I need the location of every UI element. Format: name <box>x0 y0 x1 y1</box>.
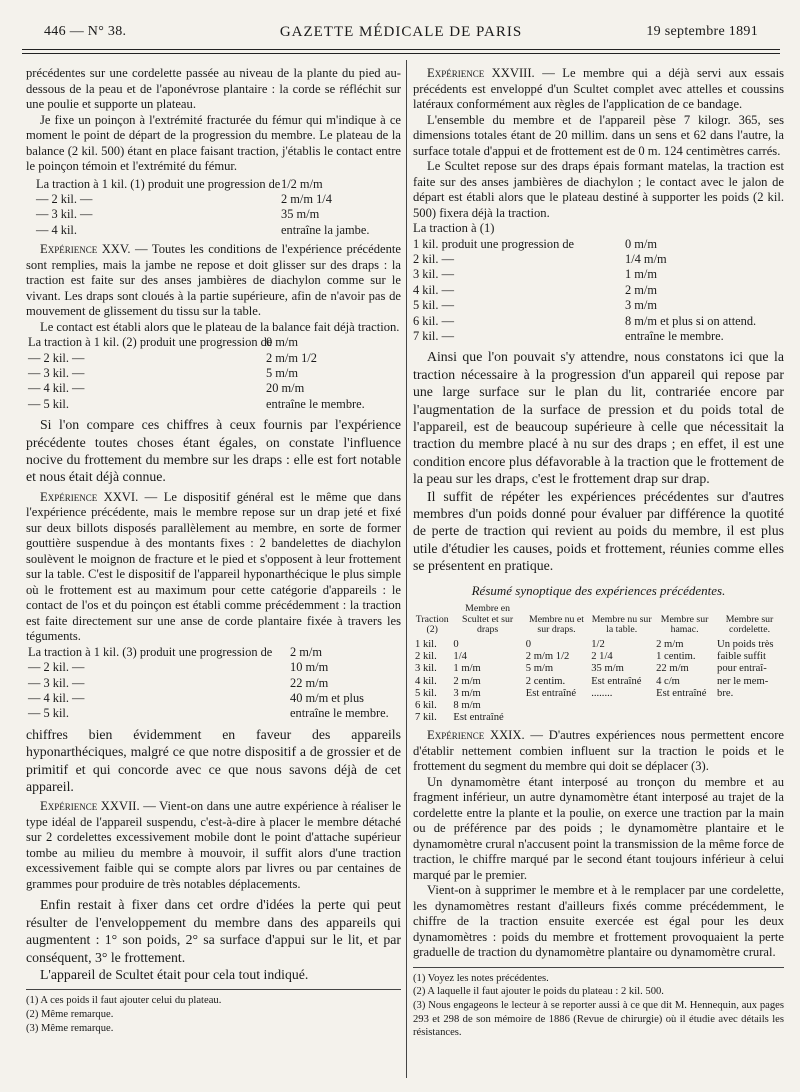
traction-result: 5 m/m <box>266 365 299 380</box>
synopsis-title: Résumé synoptique des expériences précédentes. <box>471 582 726 598</box>
traction-row <box>36 192 401 207</box>
experiment-label: Expérience XXVIII. <box>427 66 535 80</box>
paragraph: Un dynamomètre étant interposé au tronçon du membre et au fragment inférieur, un autre dynamomètre étant interposé au trajet de la cordelette entre la plante et la poulie, on exerce une traction par la main ou de préférence par des poids ; le dynamomètre plantaire et le dynamomètre crural n'accusent point la transmission de la même force de traction, le chiffre marqué par le second étant toujours inférieur à celui marqué par le premier. <box>413 774 784 882</box>
table-cell <box>715 700 784 712</box>
table-cell: ........ <box>591 687 613 699</box>
traction-row <box>413 252 784 267</box>
traction-result: entraîne le membre. <box>290 706 389 721</box>
table-cell: 2 1/4 <box>591 651 613 663</box>
traction-result: 1/4 m/m <box>625 251 667 266</box>
paragraph: Vient-on à supprimer le membre et à le remplacer par une cordelette, les dynamomètres restant d'ailleurs fixés comme précédemment, le chiffre de la traction ensuite exercée est égal pour les deux dynamomètres : poids du membre et frottement provoquaient la perte graduelle de traction du dynamomètre plantaire ou dynamomètre crural. <box>413 883 784 960</box>
traction-result: 40 m/m et plus <box>290 691 364 705</box>
experiment-text: — Toutes les conditions de l'expérience précédente sont remplies, mais la jambe ne repose et doit glisser sur des draps : la traction est faite sur des anses jambières de diachylon comme sur le vivant. Les draps sont cloués à la partie supérieure, afin de n'avoir pas de mouvement de glissement du tissu sur la table. <box>26 242 401 319</box>
table-cell: bre. <box>717 687 734 699</box>
traction-load: 1 kil. produit une progression de <box>413 236 575 251</box>
paragraph: chiffres bien évidemment en faveur des appareils hyponarthéciques, malgré ce que notre dispositif a de grossier et de primitif et qui concorde avec ce que nous savons déjà de cet appareil. <box>26 726 401 795</box>
traction-result: 22 m/m <box>290 675 329 690</box>
table-cell: 0 <box>453 638 459 650</box>
table-row <box>413 651 784 663</box>
table-cell: 2 centim. <box>525 675 566 687</box>
footnote: (1) Voyez les notes précédentes. <box>413 972 549 984</box>
traction-row <box>36 207 401 222</box>
traction-row <box>413 298 784 313</box>
traction-table-4 <box>413 237 784 345</box>
traction-row <box>28 397 401 412</box>
table-cell: Un poids très <box>717 638 774 650</box>
traction-row <box>36 223 401 238</box>
table-cell: Est entraîné <box>591 675 642 687</box>
paragraph: Le Scultet repose sur des draps épais formant matelas, la traction est faite sur des anses jambières de diachylon ; le contact avec le jalon de départ est établi alors que le plateau destiné à supporter les poids (2 kil. 500) fixera déjà la traction. <box>413 159 784 220</box>
table-cell: 1 kil. <box>415 638 437 650</box>
paragraph: précédentes sur une cordelette passée au niveau de la plante du pied au-dessous de la peau et de l'aponévrose plantaire : la corde se réfléchit sur une poulie et supporte un plateau. <box>26 66 401 111</box>
table-cell: faible suffit <box>717 651 766 663</box>
column-separator <box>406 60 407 1078</box>
synopsis-header: Membre sur hamac. <box>660 613 709 636</box>
table-cell: pour entraî- <box>717 663 767 675</box>
table-cell: 1 centim. <box>656 651 696 663</box>
left-column <box>26 66 401 1084</box>
footnote-rule <box>26 989 401 990</box>
experiment-text: — D'autres expériences nous permettent encore d'établir nettement combien influent sur la traction le poids et le frottement du segment du membre qui doit se déplacer (3). <box>413 728 784 774</box>
traction-row <box>413 237 784 252</box>
right-column <box>413 66 784 1084</box>
paragraph: Il suffit de répéter les expériences précédentes sur d'autres membres d'un poids donné pour évaluer par différence la quotité de perte de traction qui revient au poids du membre, il est plus utile d'étudier les causes, poids et frottement, réunies comme elles se présentent en pratique. <box>413 488 784 574</box>
experiment-29 <box>413 728 784 775</box>
synopsis-header: Membre en Scultet et sur draps <box>462 603 514 636</box>
table-cell: 2 kil. <box>415 651 437 663</box>
table-row <box>413 639 784 651</box>
synopsis-header: Membre nu sur la table. <box>591 613 652 636</box>
traction-result: 2 m/m 1/4 <box>281 191 332 206</box>
table-cell: 1 m/m <box>453 663 481 675</box>
traction-load: — 4 kil. <box>36 222 77 237</box>
paragraph: Le contact est établi alors que le plateau de la balance fait déjà traction. <box>40 319 400 334</box>
traction-result: entraîne le membre. <box>625 328 724 343</box>
paragraph: Je fixe un poinçon à l'extrémité fracturée du fémur qui m'indique à ce moment le point de départ de la progression du membre. Le plateau de la balance (2 kil. 500) étant en place faisant traction, j'établis le contact entre le poinçon témoin et l'extrémité du fémur. <box>26 112 401 173</box>
traction-row <box>28 645 401 660</box>
table-cell: 7 kil. <box>415 712 437 724</box>
table-cell: 1/2 <box>591 638 605 650</box>
table-row <box>413 712 784 724</box>
table-cell <box>524 712 589 724</box>
table-cell: Est entraîné <box>656 687 707 699</box>
traction-result: 2 m/m <box>625 282 658 297</box>
traction-result: 20 m/m <box>266 381 305 396</box>
traction-result: 1 m/m <box>625 267 658 282</box>
traction-result: 8 m/m et plus si on attend. <box>625 313 757 328</box>
paragraph: Ainsi que l'on pouvait s'y attendre, nous constatons ici que la traction nécessaire à la progression d'un appareil qui repose par une large surface sur le plan du lit, contrariée encore par l'augmentation de la surface de pression et du poids total de l'appareil, est de beaucoup supérieure à celle que nécessitait la traction du membre placé à nu sur des draps ; en effet, il est une condition encore plus défavorable à la traction que le frottement de la peau sur les draps, c'est le frottement drap sur drap. <box>413 349 784 487</box>
table-cell: 1/4 <box>453 651 467 663</box>
traction-load: — 3 kil. — <box>36 207 93 222</box>
traction-load: 6 kil. — <box>413 313 454 328</box>
traction-load: 4 kil. — <box>413 282 454 297</box>
traction-load: La traction à 1 kil. (1) produit une progression de <box>36 176 281 191</box>
table-cell <box>589 712 654 724</box>
table-cell: 35 m/m <box>591 663 624 675</box>
traction-load: 2 kil. — <box>413 251 454 266</box>
table-cell <box>589 700 654 712</box>
traction-result: 3 m/m <box>625 298 658 313</box>
traction-load: — 3 kil. — <box>28 675 85 690</box>
traction-result: 35 m/m <box>281 207 320 222</box>
experiment-25 <box>26 242 401 320</box>
traction-result: 0 m/m <box>266 335 299 350</box>
traction-result: 0 m/m <box>625 236 658 251</box>
traction-row <box>413 267 784 282</box>
traction-result: entraîne la jambe. <box>281 222 370 237</box>
traction-load: La traction à 1 kil. (3) produit une progression de <box>28 644 273 659</box>
traction-load: — 2 kil. — <box>28 660 85 675</box>
traction-result: 1/2 m/m <box>281 176 323 191</box>
footnote: (3) Nous engageons le lecteur à se reporter aussi à ce que dit M. Hennequin, aux pages 293 et 298 de son mémoire de 1886 (Revue de chirurgie) où il étudie avec détails les résistances. <box>413 1000 784 1039</box>
traction-row <box>413 329 784 344</box>
table-row <box>413 663 784 675</box>
footnote: (1) A ces poids il faut ajouter celui du plateau. <box>26 995 222 1007</box>
table-cell: 3 kil. <box>415 663 437 675</box>
traction-load: — 4 kil. — <box>28 381 85 396</box>
table-cell: Est entraîné <box>453 712 504 724</box>
traction-result: 2 m/m 1/2 <box>266 350 317 365</box>
table-cell: 2 m/m <box>453 675 481 687</box>
experiment-27 <box>26 799 401 892</box>
experiment-label: Expérience XXV. <box>40 242 131 257</box>
traction-row <box>413 283 784 298</box>
traction-row <box>28 381 401 396</box>
issue-date: 19 septembre 1891 <box>646 24 758 39</box>
traction-row <box>28 366 401 381</box>
traction-table-1 <box>26 177 401 239</box>
table-row <box>413 676 784 688</box>
traction-row <box>28 351 401 366</box>
table-cell: 2 m/m <box>656 638 684 650</box>
synopsis-table <box>413 604 784 724</box>
traction-load: 5 kil. — <box>413 298 454 313</box>
table-cell: 4 c/m <box>656 675 680 687</box>
synopsis-header: Membre sur cordelette. <box>725 613 774 636</box>
table-cell: 6 kil. <box>415 699 437 711</box>
traction-load: — 4 kil. — <box>28 691 85 705</box>
traction-table-2 <box>26 335 401 412</box>
table-cell <box>654 700 715 712</box>
traction-row <box>28 691 401 706</box>
traction-row <box>28 660 401 675</box>
footnote: (2) Même remarque. <box>26 1009 114 1021</box>
synopsis-header: Membre nu et sur draps. <box>528 613 584 636</box>
synopsis-header-row <box>413 604 784 639</box>
page-header <box>44 24 758 46</box>
table-cell: Est entraîné <box>525 687 577 699</box>
header-rule-double <box>22 53 780 54</box>
traction-table-3 <box>26 645 401 722</box>
journal-title: GAZETTE MÉDICALE DE PARIS <box>279 24 523 40</box>
synopsis-header: Traction (2) <box>415 613 449 636</box>
table-cell: 2 m/m 1/2 <box>525 651 570 663</box>
traction-intro: La traction à (1) <box>413 221 495 235</box>
traction-row <box>36 177 401 192</box>
footnote-rule <box>413 967 784 968</box>
table-row <box>413 688 784 700</box>
table-row <box>413 700 784 712</box>
traction-load: — 5 kil. <box>28 706 69 721</box>
table-cell <box>524 700 589 712</box>
traction-result: 2 m/m <box>290 644 323 659</box>
traction-row <box>413 314 784 329</box>
traction-load: — 5 kil. <box>28 396 69 411</box>
table-cell: 3 m/m <box>453 687 481 699</box>
experiment-text: — Le dispositif général est le même que dans l'expérience précédente, mais le membre repose sur un drap jeté et fixé sur deux billots disposés parallèlement au membre, en sorte de former gouttière suspendue à des montants fixes : 2 bandelettes de diachylon soulèvent le moignon de fracture et le pied et s'opposent à leur frottement sur la table. C'est le dispositif de l'appareil hyponarthécique le plus simple où le frottement est au maximum pour cette catégorie d'appareils : le contact de l'os et du poinçon est établi comme précédemment : la traction est faite directement sur une anse de corde plantaire fixée à travers les téguments. <box>26 489 401 644</box>
footnote: (2) A laquelle il faut ajouter le poids du plateau : 2 kil. 500. <box>413 986 664 998</box>
experiment-text: — Vient-on dans une autre expérience à réaliser le type idéal de l'appareil suspendu, c'est-à-dire à placer le membre détaché sur 2 cordelettes excessivement mobile dont le point d'attache supérieur tombe au milieu du membre à mouvoir, il suffit alors d'une traction excessivement faible qui se compte alors par livres ou par centaines de grammes pour produire de très notables déplacements. <box>26 799 401 891</box>
traction-row <box>28 676 401 691</box>
experiment-label: Expérience XXVII. <box>40 799 140 814</box>
traction-load: 7 kil. — <box>413 328 454 343</box>
table-cell: 5 kil. <box>415 687 437 699</box>
paragraph: L'ensemble du membre et de l'appareil pèse 7 kilogr. 365, ses dimensions totales étant de 20 millim. dans un sens et 62 dans l'autre, la surface totale d'appui et de frottement est de 0 m. 124 centimètres carrés. <box>413 112 784 158</box>
table-cell: 22 m/m <box>656 663 689 675</box>
paragraph: L'appareil de Scultet était pour cela tout indiqué. <box>40 967 309 983</box>
traction-result: entraîne le membre. <box>266 396 365 411</box>
header-rule <box>22 49 780 50</box>
traction-row <box>28 706 401 721</box>
experiment-label: Expérience XXVI. <box>40 489 139 504</box>
traction-result: 10 m/m <box>290 660 329 675</box>
experiment-26 <box>26 490 401 645</box>
experiment-28 <box>413 66 784 113</box>
table-cell: ner le mem- <box>717 675 769 687</box>
traction-row <box>28 335 401 350</box>
traction-load: — 2 kil. — <box>36 191 93 206</box>
page-number: 446 — N° 38. <box>44 24 127 39</box>
traction-load: — 2 kil. — <box>28 350 85 365</box>
table-cell <box>715 712 784 724</box>
experiment-text: — Le membre qui a déjà servi aux essais précédents est enveloppé d'un Scultet complet avec attelles et coussins latéraux conformément aux règles de l'application de ce bandage. <box>413 66 784 111</box>
table-cell: 8 m/m <box>453 699 481 711</box>
table-cell: 0 <box>525 638 532 650</box>
table-cell <box>654 712 715 724</box>
traction-load: — 3 kil. — <box>28 365 85 380</box>
footnote: (3) Même remarque. <box>26 1022 114 1034</box>
paragraph: Enfin restait à fixer dans cet ordre d'idées la perte qui peut résulter de l'enveloppement du membre dans des appareils qui augmentent : 1° son poids, 2° sa surface d'appui sur le lit, et par conséquent, 3° le frottement. <box>26 897 401 965</box>
table-cell: 5 m/m <box>525 663 554 675</box>
traction-load: 3 kil. — <box>413 267 454 282</box>
experiment-label: Expérience XXIX. <box>427 728 525 743</box>
table-cell: 4 kil. <box>415 675 437 687</box>
paragraph: Si l'on compare ces chiffres à ceux fournis par l'expérience précédente toutes choses étant égales, on constate l'influence nocive du frottement du membre sur les draps : elle est fort notable et nous était déjà connue. <box>26 417 401 485</box>
traction-load: La traction à 1 kil. (2) produit une progression de <box>28 335 273 350</box>
